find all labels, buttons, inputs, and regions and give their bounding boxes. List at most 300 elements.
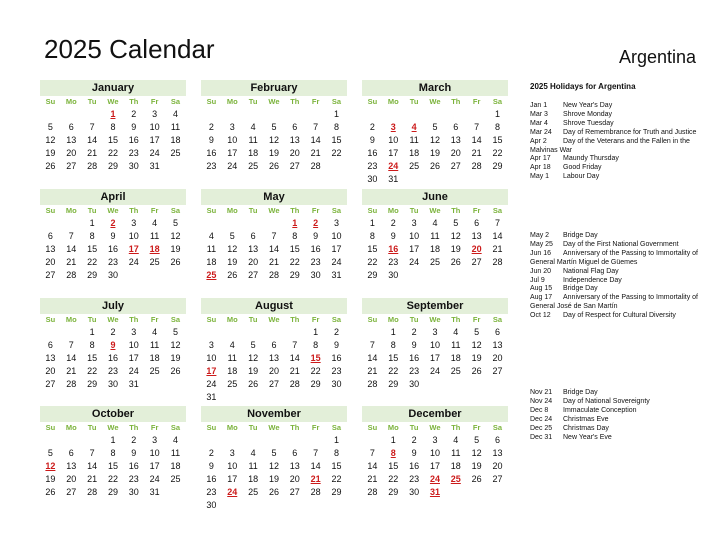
day-cell: 18 bbox=[170, 461, 181, 471]
day-cell bbox=[362, 326, 383, 339]
day-cell: 15 bbox=[289, 244, 300, 254]
week-row bbox=[362, 486, 508, 499]
weekday-label: Mo bbox=[387, 97, 399, 106]
day-cell: 16 bbox=[331, 353, 342, 363]
holiday-date-label: Apr 18 bbox=[530, 164, 551, 172]
day-cell: 2 bbox=[333, 327, 339, 337]
day-cell: 11 bbox=[248, 461, 258, 471]
week-row bbox=[201, 339, 347, 352]
day-cell: 25 bbox=[149, 257, 160, 267]
day-cell: 23 bbox=[107, 366, 118, 376]
day-cell: 18 bbox=[149, 353, 160, 363]
day-cell: 10 bbox=[149, 448, 160, 458]
day-cell: 24 bbox=[331, 257, 342, 267]
holiday-name: New Year's Day bbox=[563, 102, 613, 109]
weekday-label: We bbox=[429, 206, 441, 215]
day-cell: 25 bbox=[429, 257, 440, 267]
day-cell: 14 bbox=[268, 244, 279, 254]
week-row bbox=[201, 134, 347, 147]
holiday-entry bbox=[530, 164, 700, 173]
day-cell: 17 bbox=[128, 353, 139, 363]
week-row bbox=[201, 486, 347, 499]
day-cell bbox=[445, 173, 466, 186]
day-cell: 2 bbox=[131, 109, 137, 119]
week-row bbox=[201, 391, 347, 404]
day-cell: 26 bbox=[170, 257, 181, 267]
day-cell: 14 bbox=[310, 461, 321, 471]
month-april bbox=[40, 189, 186, 282]
weekday-label: Sa bbox=[331, 315, 342, 324]
day-cell: 3 bbox=[432, 435, 438, 445]
holiday-name: Christmas Eve bbox=[563, 415, 609, 423]
weekday-label: Su bbox=[367, 423, 378, 432]
day-cell bbox=[305, 108, 326, 121]
weekday-header-row bbox=[362, 96, 508, 108]
weekday-header-row bbox=[40, 314, 186, 326]
day-cell: 10 bbox=[388, 135, 399, 145]
day-cell bbox=[165, 269, 186, 282]
week-row bbox=[362, 217, 508, 230]
day-cell bbox=[284, 326, 305, 339]
month-october bbox=[40, 406, 186, 499]
day-cell bbox=[445, 269, 466, 282]
weekday-label: Su bbox=[367, 206, 378, 215]
holiday-list bbox=[530, 82, 700, 441]
day-cell: 12 bbox=[471, 340, 482, 350]
day-cell: 8 bbox=[369, 231, 375, 241]
holiday-entry bbox=[530, 173, 700, 182]
day-cell: 14 bbox=[66, 244, 77, 254]
holiday-entry bbox=[530, 398, 700, 407]
day-cell: 1 bbox=[110, 435, 116, 445]
day-cell bbox=[487, 378, 508, 391]
day-cell: 11 bbox=[227, 353, 237, 363]
week-row bbox=[201, 243, 347, 256]
day-cell: 28 bbox=[87, 487, 98, 497]
day-cell: 1 bbox=[333, 109, 339, 119]
day-cell: 8 bbox=[390, 340, 396, 350]
day-cell bbox=[425, 378, 446, 391]
day-cell: 8 bbox=[89, 231, 95, 241]
week-row bbox=[362, 160, 508, 173]
day-cell bbox=[264, 499, 285, 512]
weekday-label: Mo bbox=[226, 206, 238, 215]
day-cell: 17 bbox=[149, 135, 160, 145]
week-row bbox=[201, 256, 347, 269]
day-cell: 20 bbox=[289, 148, 300, 158]
day-cell: 7 bbox=[292, 340, 298, 350]
weekday-label: Mo bbox=[65, 423, 77, 432]
week-row bbox=[40, 352, 186, 365]
day-cell: 1 bbox=[313, 327, 319, 337]
holiday-entry bbox=[530, 138, 700, 156]
day-cell: 2 bbox=[208, 122, 214, 132]
day-cell: 12 bbox=[227, 244, 238, 254]
day-cell: 28 bbox=[492, 257, 503, 267]
day-cell: 15 bbox=[388, 353, 399, 363]
day-cell: 26 bbox=[45, 487, 56, 497]
day-cell: 22 bbox=[388, 366, 399, 376]
day-cell: 7 bbox=[369, 340, 375, 350]
day-cell: 21 bbox=[492, 244, 503, 254]
week-row bbox=[362, 269, 508, 282]
weekday-label: Fr bbox=[311, 206, 320, 215]
day-cell: 11 bbox=[170, 122, 181, 132]
week-row bbox=[362, 173, 508, 186]
holiday-name: National Flag Day bbox=[563, 267, 619, 275]
month-september bbox=[362, 298, 508, 391]
day-cell: 5 bbox=[474, 327, 480, 337]
holiday-date: 18 bbox=[149, 244, 160, 254]
weekday-label: Th bbox=[290, 206, 300, 215]
day-cell: 11 bbox=[409, 135, 419, 145]
day-cell bbox=[165, 378, 186, 391]
day-cell: 16 bbox=[409, 461, 420, 471]
day-cell: 5 bbox=[474, 435, 480, 445]
day-cell bbox=[362, 434, 383, 447]
weekday-label: Th bbox=[129, 206, 139, 215]
day-cell bbox=[144, 269, 165, 282]
week-row bbox=[40, 378, 186, 391]
holiday-entry bbox=[530, 129, 700, 138]
day-cell: 11 bbox=[149, 231, 160, 241]
day-cell: 28 bbox=[310, 161, 321, 171]
month-february bbox=[201, 80, 347, 173]
day-cell: 9 bbox=[333, 340, 339, 350]
day-cell: 19 bbox=[45, 474, 56, 484]
day-cell bbox=[487, 269, 508, 282]
holiday-date: 4 bbox=[411, 122, 417, 132]
day-cell bbox=[264, 391, 285, 404]
day-cell: 15 bbox=[87, 244, 98, 254]
day-cell: 22 bbox=[331, 148, 342, 158]
week-row bbox=[362, 108, 508, 121]
week-row bbox=[201, 460, 347, 473]
day-cell: 22 bbox=[107, 474, 118, 484]
day-cell: 21 bbox=[310, 148, 321, 158]
month-name: May bbox=[201, 189, 347, 205]
holiday-name: Shrove Monday bbox=[563, 110, 613, 118]
day-cell: 27 bbox=[492, 474, 503, 484]
weekday-label: Sa bbox=[170, 206, 181, 215]
holiday-name: Good Friday bbox=[563, 164, 602, 172]
month-january bbox=[40, 80, 186, 173]
day-cell: 5 bbox=[47, 122, 53, 132]
day-cell bbox=[61, 108, 82, 121]
week-row bbox=[362, 365, 508, 378]
holiday-date: 17 bbox=[206, 366, 217, 376]
holiday-date-label: Nov 24 bbox=[530, 397, 553, 405]
day-cell: 20 bbox=[268, 366, 279, 376]
holiday-name: Christmas Day bbox=[563, 424, 609, 432]
day-cell: 16 bbox=[409, 353, 420, 363]
weekday-label: Mo bbox=[226, 97, 238, 106]
weekday-label: Mo bbox=[226, 423, 238, 432]
day-cell: 21 bbox=[66, 257, 77, 267]
day-cell: 26 bbox=[170, 366, 181, 376]
day-cell: 9 bbox=[208, 461, 214, 471]
day-cell: 12 bbox=[170, 231, 181, 241]
day-cell: 21 bbox=[471, 148, 482, 158]
day-cell: 13 bbox=[45, 353, 56, 363]
day-cell: 30 bbox=[409, 487, 420, 497]
day-cell: 22 bbox=[331, 474, 342, 484]
weekday-label: Sa bbox=[331, 423, 342, 432]
weekday-label: Su bbox=[206, 206, 217, 215]
day-cell bbox=[305, 391, 326, 404]
day-cell: 3 bbox=[333, 218, 339, 228]
holiday-entry bbox=[530, 277, 700, 286]
day-cell: 3 bbox=[152, 435, 158, 445]
day-cell: 1 bbox=[494, 109, 500, 119]
day-cell bbox=[404, 269, 425, 282]
weekday-label: Sa bbox=[492, 315, 503, 324]
holiday-group bbox=[530, 232, 700, 321]
day-cell bbox=[243, 391, 264, 404]
week-row bbox=[40, 447, 186, 460]
week-row bbox=[40, 243, 186, 256]
weekday-label: Th bbox=[451, 97, 461, 106]
day-cell: 13 bbox=[45, 244, 56, 254]
month-name: January bbox=[40, 80, 186, 96]
day-cell: 7 bbox=[68, 231, 74, 241]
day-cell: 19 bbox=[170, 353, 181, 363]
weekday-label: Fr bbox=[150, 423, 159, 432]
day-cell: 16 bbox=[107, 244, 118, 254]
holiday-date: 9 bbox=[110, 340, 116, 350]
day-cell: 13 bbox=[289, 461, 300, 471]
day-cell: 28 bbox=[66, 379, 77, 389]
day-cell: 18 bbox=[248, 474, 259, 484]
day-cell: 30 bbox=[206, 500, 217, 510]
day-cell: 4 bbox=[172, 109, 178, 119]
weekday-label: We bbox=[268, 423, 280, 432]
day-cell bbox=[445, 378, 466, 391]
day-cell: 14 bbox=[289, 353, 300, 363]
day-cell: 25 bbox=[149, 366, 160, 376]
day-cell: 28 bbox=[268, 270, 279, 280]
weekday-label: Tu bbox=[409, 315, 419, 324]
weekday-header-row bbox=[362, 314, 508, 326]
day-cell: 6 bbox=[250, 231, 256, 241]
month-name: September bbox=[362, 298, 508, 314]
weekday-label: We bbox=[107, 97, 119, 106]
day-cell: 3 bbox=[229, 122, 235, 132]
day-cell: 21 bbox=[87, 148, 98, 158]
day-cell: 26 bbox=[450, 257, 461, 267]
day-cell bbox=[326, 391, 347, 404]
holiday-date: 17 bbox=[128, 244, 139, 254]
day-cell: 9 bbox=[208, 135, 214, 145]
holiday-name: Anniversary of the Passing to Immortality of General José de San Martín bbox=[530, 294, 698, 311]
weekday-label: Fr bbox=[472, 423, 481, 432]
day-cell bbox=[144, 378, 165, 391]
weekday-label: Tu bbox=[87, 315, 97, 324]
month-may bbox=[201, 189, 347, 282]
day-cell: 5 bbox=[271, 448, 277, 458]
day-cell: 31 bbox=[149, 487, 160, 497]
weekday-label: Su bbox=[367, 97, 378, 106]
day-cell: 11 bbox=[248, 135, 258, 145]
day-cell: 29 bbox=[388, 487, 399, 497]
day-cell: 16 bbox=[367, 148, 378, 158]
day-cell: 7 bbox=[369, 448, 375, 458]
day-cell bbox=[425, 173, 446, 186]
day-cell: 17 bbox=[331, 244, 342, 254]
week-row bbox=[201, 473, 347, 486]
day-cell: 8 bbox=[110, 448, 116, 458]
weekday-label: Mo bbox=[65, 206, 77, 215]
week-row bbox=[40, 121, 186, 134]
day-cell: 26 bbox=[471, 474, 482, 484]
week-row bbox=[362, 434, 508, 447]
day-cell: 17 bbox=[409, 244, 420, 254]
week-row bbox=[362, 243, 508, 256]
day-cell: 8 bbox=[333, 448, 339, 458]
day-cell: 13 bbox=[268, 353, 279, 363]
day-cell: 29 bbox=[367, 270, 378, 280]
day-cell: 7 bbox=[313, 122, 319, 132]
day-cell bbox=[165, 160, 186, 173]
day-cell: 20 bbox=[289, 474, 300, 484]
day-cell bbox=[264, 434, 285, 447]
holiday-name: Day of the First National Government bbox=[563, 240, 679, 248]
day-cell: 30 bbox=[107, 379, 118, 389]
day-cell: 2 bbox=[208, 448, 214, 458]
day-cell: 22 bbox=[87, 257, 98, 267]
day-cell: 15 bbox=[107, 135, 118, 145]
holiday-name: Shrove Tuesday bbox=[563, 119, 614, 127]
weekday-label: Mo bbox=[387, 206, 399, 215]
weekday-label: We bbox=[429, 423, 441, 432]
weekday-label: Th bbox=[451, 315, 461, 324]
day-cell: 3 bbox=[208, 340, 214, 350]
day-cell: 7 bbox=[271, 231, 277, 241]
day-cell: 4 bbox=[432, 218, 438, 228]
month-august bbox=[201, 298, 347, 404]
day-cell: 26 bbox=[45, 161, 56, 171]
day-cell bbox=[305, 434, 326, 447]
day-cell: 18 bbox=[429, 244, 440, 254]
day-cell: 1 bbox=[333, 435, 339, 445]
day-cell: 26 bbox=[268, 161, 279, 171]
week-row bbox=[40, 269, 186, 282]
week-row bbox=[201, 121, 347, 134]
day-cell bbox=[284, 108, 305, 121]
day-cell: 28 bbox=[367, 379, 378, 389]
day-cell bbox=[264, 217, 285, 230]
weekday-header-row bbox=[201, 96, 347, 108]
day-cell: 25 bbox=[248, 487, 259, 497]
holiday-date: 21 bbox=[310, 474, 321, 484]
day-cell: 28 bbox=[471, 161, 482, 171]
holiday-entry bbox=[530, 102, 700, 111]
day-cell: 19 bbox=[268, 474, 279, 484]
week-row bbox=[201, 434, 347, 447]
day-cell: 27 bbox=[66, 487, 77, 497]
day-cell: 30 bbox=[409, 379, 420, 389]
day-cell bbox=[445, 486, 466, 499]
month-name: August bbox=[201, 298, 347, 314]
holiday-entry bbox=[530, 434, 700, 443]
day-cell: 22 bbox=[388, 474, 399, 484]
day-cell: 13 bbox=[248, 244, 259, 254]
holiday-name: Independence Day bbox=[563, 276, 622, 284]
holiday-entry bbox=[530, 268, 700, 277]
week-row bbox=[40, 134, 186, 147]
day-cell: 19 bbox=[248, 366, 259, 376]
weekday-header-row bbox=[40, 96, 186, 108]
day-cell: 23 bbox=[331, 366, 342, 376]
day-cell: 13 bbox=[471, 231, 482, 241]
day-cell: 25 bbox=[248, 161, 259, 171]
week-row bbox=[201, 352, 347, 365]
day-cell: 30 bbox=[367, 174, 378, 184]
day-cell: 22 bbox=[289, 257, 300, 267]
day-cell bbox=[123, 269, 144, 282]
day-cell: 25 bbox=[227, 379, 238, 389]
day-cell: 2 bbox=[411, 327, 417, 337]
weekday-label: Tu bbox=[409, 206, 419, 215]
day-cell bbox=[487, 173, 508, 186]
day-cell: 31 bbox=[331, 270, 342, 280]
weekday-label: Sa bbox=[492, 206, 503, 215]
week-row bbox=[40, 230, 186, 243]
day-cell bbox=[383, 108, 404, 121]
holiday-entry bbox=[530, 312, 700, 321]
week-row bbox=[362, 339, 508, 352]
holiday-date: 1 bbox=[110, 109, 116, 119]
day-cell: 4 bbox=[250, 448, 256, 458]
day-cell: 16 bbox=[206, 474, 217, 484]
weekday-label: Tu bbox=[248, 97, 258, 106]
day-cell: 24 bbox=[227, 161, 238, 171]
week-row bbox=[362, 473, 508, 486]
weekday-label: Fr bbox=[150, 315, 159, 324]
day-cell bbox=[201, 326, 222, 339]
day-cell: 17 bbox=[227, 474, 238, 484]
day-cell bbox=[425, 269, 446, 282]
holiday-entry bbox=[530, 111, 700, 120]
day-cell bbox=[326, 499, 347, 512]
holiday-list-title: 2025 Holidays for Argentina bbox=[530, 82, 636, 91]
day-cell: 1 bbox=[369, 218, 375, 228]
day-cell: 12 bbox=[45, 135, 56, 145]
day-cell: 14 bbox=[87, 461, 98, 471]
day-cell: 18 bbox=[450, 461, 461, 471]
day-cell: 11 bbox=[451, 340, 461, 350]
day-cell: 17 bbox=[227, 148, 238, 158]
weekday-label: We bbox=[107, 206, 119, 215]
holiday-date-label: Nov 21 bbox=[530, 389, 553, 396]
day-cell: 14 bbox=[492, 231, 503, 241]
day-cell: 6 bbox=[292, 122, 298, 132]
weekday-label: Th bbox=[129, 97, 139, 106]
day-cell: 19 bbox=[268, 148, 279, 158]
week-row bbox=[201, 147, 347, 160]
weekday-label: Sa bbox=[492, 423, 503, 432]
day-cell: 9 bbox=[131, 448, 137, 458]
month-name: June bbox=[362, 189, 508, 205]
week-row bbox=[362, 460, 508, 473]
day-cell: 29 bbox=[289, 270, 300, 280]
holiday-date-label: Mar 24 bbox=[530, 128, 552, 136]
holiday-entry bbox=[530, 250, 700, 268]
week-row bbox=[201, 230, 347, 243]
week-row bbox=[40, 460, 186, 473]
day-cell: 23 bbox=[206, 161, 217, 171]
day-cell bbox=[165, 486, 186, 499]
